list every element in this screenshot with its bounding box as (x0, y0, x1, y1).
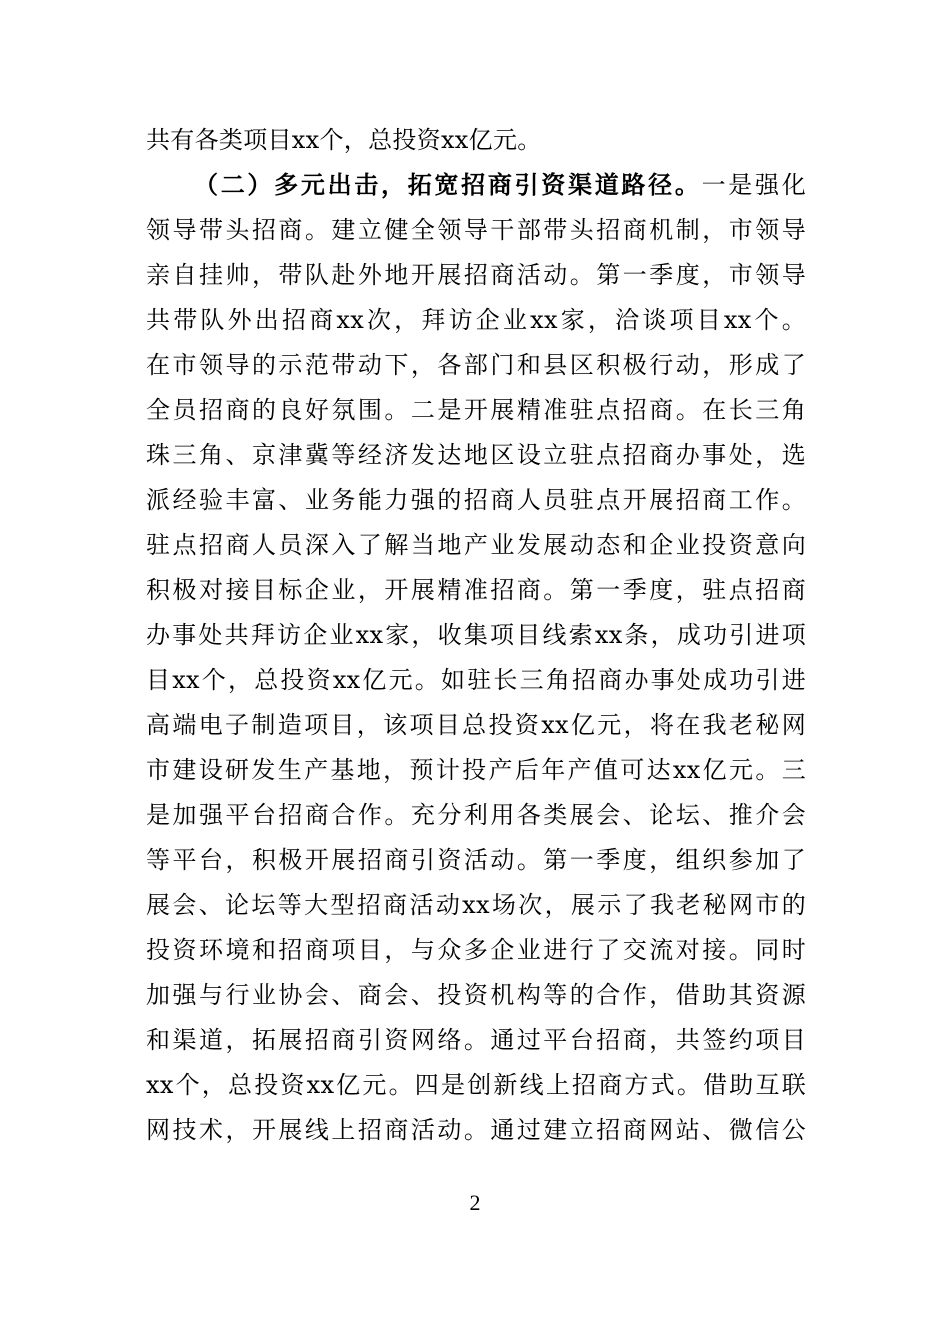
text-line-21: 和渠道，拓展招商引资网络。通过平台招商，共签约项目 (146, 1026, 806, 1054)
text-line-20: 加强与行业协会、商会、投资机构等的合作，借助其资源 (146, 981, 806, 1009)
text-line-10: 驻点招商人员深入了解当地产业发展动态和企业投资意向 (146, 531, 806, 559)
text-line-2-section-heading (146, 163, 806, 208)
text-line-6: 在市领导的示范带动下，各部门和县区积极行动，形成了 (146, 351, 806, 379)
text-line-17: 等平台，积极开展招商引资活动。第一季度，组织参加了 (146, 846, 806, 874)
text-line-23: 网技术，开展线上招商活动。通过建立招商网站、微信公 (146, 1116, 806, 1144)
text-line-7: 全员招商的良好氛围。二是开展精准驻点招商。在长三角 (146, 396, 806, 424)
text-line-8: 珠三角、京津冀等经济发达地区设立驻点招商办事处，选 (146, 441, 806, 469)
text-line-12: 办事处共拜访企业xx家，收集项目线索xx条，成功引进项 (146, 621, 806, 649)
text-line-4: 亲自挂帅，带队赴外地开展招商活动。第一季度，市领导 (146, 261, 806, 289)
text-line-13: 目xx个，总投资xx亿元。如驻长三角招商办事处成功引进 (146, 666, 806, 694)
text-line-19: 投资环境和招商项目，与众多企业进行了交流对接。同时 (146, 936, 806, 964)
page-number: 2 (469, 1190, 481, 1215)
text-line-9: 派经验丰富、业务能力强的招商人员驻点开展招商工作。 (146, 486, 806, 514)
text-line-18: 展会、论坛等大型招商活动xx场次，展示了我老秘网市的 (146, 891, 806, 919)
body-text (146, 118, 806, 1153)
section-heading-tail: 一是强化 (701, 171, 807, 199)
section-heading: （二）多元出击，拓宽招商引资渠道路径。 (194, 171, 702, 199)
text-line-14: 高端电子制造项目，该项目总投资xx亿元，将在我老秘网 (146, 711, 806, 739)
text-line-5: 共带队外出招商xx次，拜访企业xx家，洽谈项目xx个。 (146, 306, 806, 334)
text-line-22: xx个，总投资xx亿元。四是创新线上招商方式。借助互联 (146, 1071, 806, 1099)
text-line-3: 领导带头招商。建立健全领导干部带头招商机制，市领导 (146, 216, 806, 244)
text-line-15: 市建设研发生产基地，预计投产后年产值可达xx亿元。三 (146, 756, 806, 784)
text-line-1: 共有各类项目xx个，总投资xx亿元。 (146, 126, 542, 154)
text-line-16: 是加强平台招商合作。充分利用各类展会、论坛、推介会 (146, 801, 806, 829)
text-line-11: 积极对接目标企业，开展精准招商。第一季度，驻点招商 (146, 576, 806, 604)
